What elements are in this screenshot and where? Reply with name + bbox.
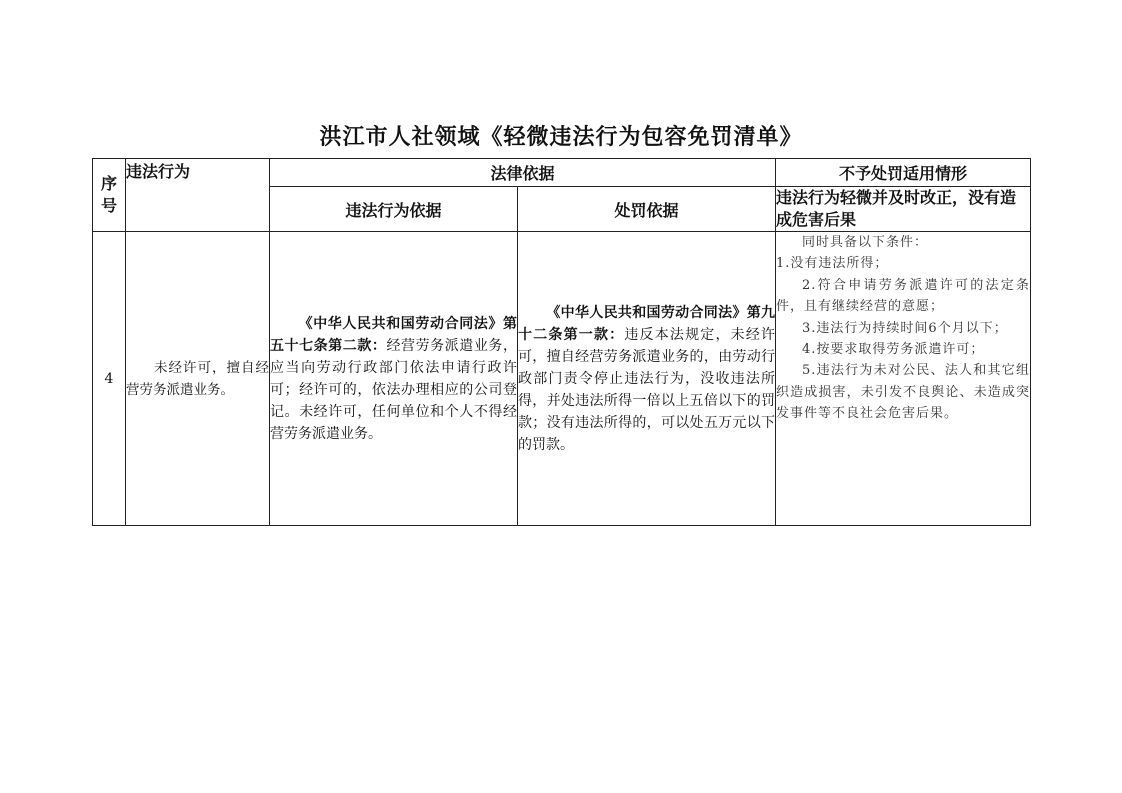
row-violation-basis	[270, 232, 518, 526]
condition-item-3: 3.违法行为持续时间6个月以下；	[802, 320, 1008, 336]
header-violation-basis: 违法行为依据	[270, 187, 518, 232]
condition-item-5: 5.违法行为未对公民、法人和其它组织造成损害，未引发不良舆论、未造成突发事件等不良社会危害后果。	[776, 363, 1031, 422]
header-exempt-circumstances: 不予处罚适用情形	[776, 159, 1031, 187]
header-behavior: 违法行为	[126, 159, 270, 232]
header-minor-corrected: 违法行为轻微并及时改正，没有造成危害后果	[776, 187, 1031, 232]
header-row-top	[93, 159, 1031, 187]
exemption-list-table	[92, 158, 1031, 526]
violation-basis-law: 《中华人民共和国劳动合同法》第五十七条第二款：	[270, 315, 517, 354]
row-behavior: 未经许可，擅自经营劳务派遣业务。	[126, 232, 270, 526]
row-penalty-basis	[518, 232, 776, 526]
penalty-basis-text: 违反本法规定，未经许可，擅自经营劳务派遣业务的，由劳动行政部门责令停止违法行为，没收违法所得，并处违法所得一倍以上五倍以下的罚款；没有违法所得的，可以处五万元以下的罚款。	[518, 326, 776, 453]
condition-item-2: 2.符合申请劳务派遣许可的法定条件，且有继续经营的意愿；	[776, 277, 1031, 315]
conditions-intro: 同时具备以下条件：	[802, 235, 929, 250]
page-title: 洪江市人社领域《轻微违法行为包容免罚清单》	[319, 124, 803, 150]
row-conditions	[776, 232, 1031, 526]
condition-item-4: 4.按要求取得劳务派遣许可；	[802, 342, 985, 358]
header-legal-basis: 法律依据	[270, 159, 776, 187]
table-row	[93, 232, 1031, 526]
header-penalty-basis: 处罚依据	[518, 187, 776, 232]
header-seq	[93, 159, 126, 232]
penalty-basis-law: 《中华人民共和国劳动合同法》第九十二条第一款：	[518, 304, 776, 343]
condition-item-1: 1.没有违法所得；	[776, 256, 889, 272]
row-seq: 4	[93, 232, 126, 526]
header-seq-label: 序号	[100, 174, 117, 215]
violation-basis-text: 经营劳务派遣业务，应当向劳动行政部门依法申请行政许可；经许可的，依法办理相应的公司登记。未经许可，任何单位和个人不得经营劳务派遣业务。	[270, 337, 517, 442]
